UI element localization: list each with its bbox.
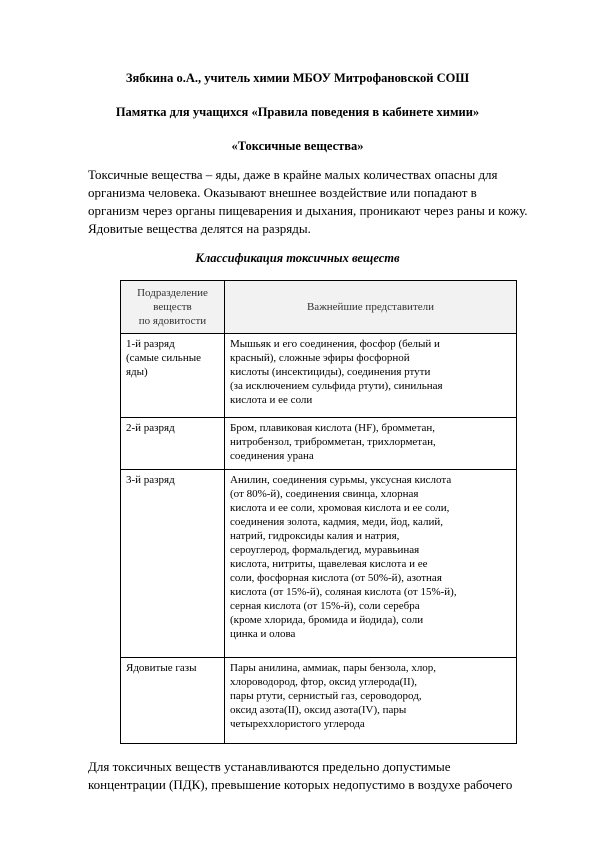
items-text: Пары анилина, аммиак, пары бензола, хлор, xyxy=(230,662,437,674)
header-text: веществ xyxy=(153,301,192,313)
items-text: Бром, плавиковая кислота (HF), бромметан, xyxy=(230,422,436,434)
intro-paragraph xyxy=(88,166,558,238)
intro-line: организм через органы пищеварения и дыхания, проникают через раны и кожу. xyxy=(88,203,528,218)
table-row xyxy=(121,418,517,470)
items-text: кислота (от 15%-й), соляная кислота (от 15%-й), xyxy=(230,586,457,598)
category-text: яды) xyxy=(126,366,148,378)
table-caption: Классификация токсичных веществ xyxy=(195,251,400,265)
header-text: Важнейшие представители xyxy=(306,301,435,313)
classification-table xyxy=(120,280,517,744)
items-text: соли, фосфорная кислота (от 50%-й), азотная xyxy=(230,572,442,584)
intro-line: организма человека. Оказывают внешнее воздействие или попадают в xyxy=(88,185,477,200)
items-text: хлороводород, фтор, оксид углерода(II), xyxy=(230,676,418,688)
table-row xyxy=(121,334,517,418)
category-text: 3-й разряд xyxy=(126,474,175,486)
items-text: Мышьяк и его соединения, фосфор (белый и xyxy=(230,338,440,350)
items-text: цинка и олова xyxy=(230,628,296,640)
items-text: (от 80%-й), соединения свинца, хлорная xyxy=(230,488,419,500)
category-text: 2-й разряд xyxy=(126,422,175,434)
items-text: оксид азота(II), оксид азота(IV), пары xyxy=(230,704,407,716)
items-cell xyxy=(225,418,517,470)
table-header-row xyxy=(121,281,517,334)
items-cell xyxy=(225,334,517,418)
items-text: нитробензол, трибромметан, трихлорметан, xyxy=(230,436,436,448)
items-text: (за исключением сульфида ртути), синильная xyxy=(230,380,443,392)
outro-line: Для токсичных веществ устанавливаются предельно допустимые xyxy=(88,759,451,774)
category-text: 1-й разряд xyxy=(126,338,175,350)
header-items-cell xyxy=(225,281,517,334)
items-text: серная кислота (от 15%-й), соли серебра xyxy=(230,600,420,612)
author-line: Зябкина о.А., учитель химии МБОУ Митрофановской СОШ xyxy=(125,71,470,85)
category-cell xyxy=(121,418,225,470)
items-text: Анилин, соединения сурьмы, уксусная кислота xyxy=(230,474,452,486)
topic-title: «Токсичные вещества» xyxy=(231,139,364,153)
items-cell xyxy=(225,470,517,658)
items-text: соединения золота, кадмия, меди, йод, калий, xyxy=(230,516,443,528)
items-text: (кроме хлорида, бромида и йодида), соли xyxy=(230,614,424,626)
category-cell xyxy=(121,470,225,658)
items-text: кислота, нитриты, щавелевая кислота и ее xyxy=(230,558,428,570)
intro-line: Ядовитые вещества делятся на разряды. xyxy=(88,221,311,236)
items-text: четыреххлористого углерода xyxy=(230,718,365,730)
outro-line: концентрации (ПДК), превышение которых недопустимо в воздухе рабочего xyxy=(88,777,513,792)
items-text: кислота и ее соли, хромовая кислота и ее соли, xyxy=(230,502,450,514)
header-text: по ядовитости xyxy=(138,315,207,327)
category-cell xyxy=(121,658,225,744)
intro-line: Токсичные вещества – яды, даже в крайне малых количествах опасны для xyxy=(88,167,498,182)
header-text: Подразделение xyxy=(137,287,208,299)
memo-title: Памятка для учащихся «Правила поведения в кабинете химии» xyxy=(115,105,480,119)
items-text: пары ртути, сернистый газ, сероводород, xyxy=(230,690,422,702)
category-cell xyxy=(121,334,225,418)
items-text: сероуглерод, формальдегид, муравьиная xyxy=(230,544,420,556)
table-row xyxy=(121,658,517,744)
category-text: Ядовитые газы xyxy=(126,662,197,674)
items-text: красный), сложные эфиры фосфорной xyxy=(230,352,410,364)
header-category-cell xyxy=(121,281,225,334)
table-row xyxy=(121,470,517,658)
items-text: кислоты (инсектициды), соединения ртути xyxy=(230,366,431,378)
items-text: соединения урана xyxy=(230,450,314,462)
category-text: (самые сильные xyxy=(126,352,201,364)
items-text: натрий, гидроксиды калия и натрия, xyxy=(230,530,400,542)
outro-paragraph xyxy=(88,758,558,794)
items-text: кислота и ее соли xyxy=(230,394,313,406)
items-cell xyxy=(225,658,517,744)
